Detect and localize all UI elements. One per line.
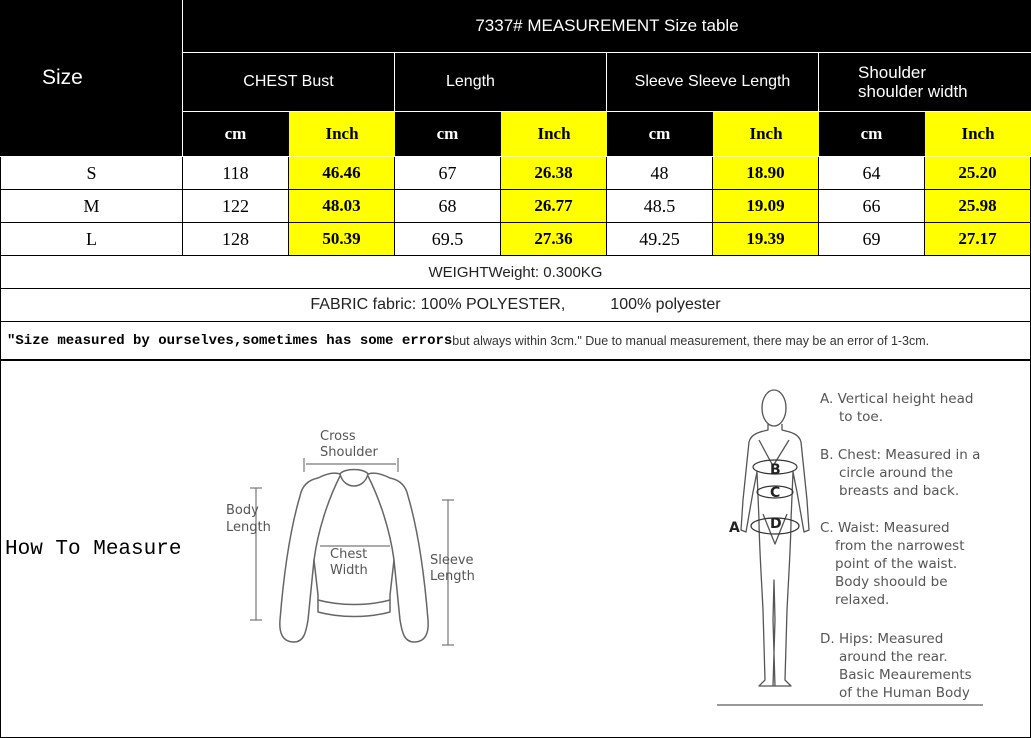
value-inch: 25.98 bbox=[925, 190, 1031, 223]
unit-inch: Inch bbox=[713, 112, 819, 156]
size-header: Size bbox=[0, 0, 182, 156]
body-length-label: Body bbox=[226, 503, 259, 518]
measurement-notes bbox=[820, 391, 980, 701]
note-line: to toe. bbox=[839, 409, 883, 425]
marker-c: C bbox=[770, 485, 781, 501]
marker-b: B bbox=[770, 462, 781, 478]
note-line: relaxed. bbox=[835, 592, 890, 608]
sweater-collar bbox=[340, 474, 368, 486]
chest-width-label: Chest bbox=[330, 547, 368, 562]
sweater-diagram bbox=[218, 420, 488, 660]
value-cm: 66 bbox=[819, 190, 925, 223]
value-cm: 69.5 bbox=[395, 223, 501, 256]
value-cm: 118 bbox=[183, 157, 289, 190]
unit-cm: cm bbox=[607, 112, 712, 156]
sweater-hem bbox=[318, 600, 390, 605]
note-text-sans: but always within 3cm." Due to manual measurement, there may be an error of 1-3cm. bbox=[452, 333, 930, 348]
size-label: L bbox=[0, 223, 183, 256]
group-length: Length bbox=[395, 53, 606, 111]
note-line: B. Chest: Measured in a bbox=[820, 447, 981, 463]
fabric-text-b: 100% polyester bbox=[610, 296, 721, 313]
chest-width-label: Width bbox=[330, 563, 368, 578]
note-line: around the rear. bbox=[839, 649, 948, 665]
unit-inch: Inch bbox=[925, 112, 1031, 156]
value-cm: 128 bbox=[183, 223, 289, 256]
cross-shoulder-label: Cross bbox=[320, 429, 356, 444]
value-inch: 27.17 bbox=[925, 223, 1031, 256]
head bbox=[762, 390, 786, 426]
value-cm: 67 bbox=[395, 157, 501, 190]
value-inch: 26.38 bbox=[501, 157, 607, 190]
shoulder-label-line1: Shoulder bbox=[858, 63, 927, 82]
value-cm: 68 bbox=[395, 190, 501, 223]
note-line: circle around the bbox=[839, 465, 954, 481]
value-cm: 48 bbox=[607, 157, 713, 190]
size-label: M bbox=[0, 190, 183, 223]
sleeve-length-label: Length bbox=[430, 569, 475, 584]
value-cm: 64 bbox=[819, 157, 925, 190]
how-to-label: How To Measure bbox=[5, 538, 182, 561]
note-line: A. Vertical height head bbox=[820, 391, 974, 407]
note-text-mono: "Size measured by ourselves,sometimes has some errors bbox=[7, 332, 453, 349]
group-sleeve: Sleeve Sleeve Length bbox=[607, 53, 818, 111]
marker-a: A bbox=[729, 520, 740, 536]
unit-inch: Inch bbox=[501, 112, 607, 156]
note-line: of the Human Body bbox=[839, 685, 970, 701]
group-chest: CHEST Bust bbox=[183, 53, 394, 111]
weight-row: WEIGHTWeight: 0.300KG bbox=[0, 256, 1031, 289]
value-inch: 18.90 bbox=[713, 157, 819, 190]
shoulder-label-line2: shoulder width bbox=[858, 82, 968, 101]
value-inch: 19.09 bbox=[713, 190, 819, 223]
note-line: point of the waist. bbox=[835, 556, 958, 572]
value-cm: 122 bbox=[183, 190, 289, 223]
group-shoulder bbox=[819, 53, 1031, 111]
sleeve-length-label: Sleeve bbox=[430, 553, 474, 568]
header-divider bbox=[183, 52, 1031, 53]
value-inch: 26.77 bbox=[501, 190, 607, 223]
unit-cm: cm bbox=[183, 112, 288, 156]
fabric-row bbox=[0, 289, 1031, 322]
note-line: Body shoould be bbox=[835, 574, 948, 590]
note-line: C. Waist: Measured bbox=[820, 520, 950, 536]
value-inch: 19.39 bbox=[713, 223, 819, 256]
unit-cm: cm bbox=[819, 112, 924, 156]
body-diagram bbox=[715, 380, 1015, 710]
fabric-text-a: FABRIC fabric: 100% POLYESTER, bbox=[310, 296, 566, 313]
note-line: from the narrowest bbox=[835, 538, 965, 554]
body-length-label: Length bbox=[226, 520, 271, 535]
value-inch: 50.39 bbox=[289, 223, 395, 256]
value-inch: 48.03 bbox=[289, 190, 395, 223]
note-line: breasts and back. bbox=[839, 483, 960, 499]
note-row bbox=[0, 322, 1031, 360]
value-cm: 49.25 bbox=[607, 223, 713, 256]
table-title: 7337# MEASUREMENT Size table bbox=[183, 0, 1031, 52]
cross-shoulder-label: Shoulder bbox=[320, 445, 378, 460]
value-inch: 27.36 bbox=[501, 223, 607, 256]
marker-d: D bbox=[770, 516, 782, 532]
value-inch: 25.20 bbox=[925, 157, 1031, 190]
note-line: D. Hips: Measured bbox=[820, 631, 944, 647]
size-label: S bbox=[0, 157, 183, 190]
note-line: Basic Meaurements bbox=[839, 667, 972, 683]
value-cm: 48.5 bbox=[607, 190, 713, 223]
value-cm: 69 bbox=[819, 223, 925, 256]
unit-cm: cm bbox=[395, 112, 500, 156]
value-inch: 46.46 bbox=[289, 157, 395, 190]
unit-inch: Inch bbox=[289, 112, 395, 156]
